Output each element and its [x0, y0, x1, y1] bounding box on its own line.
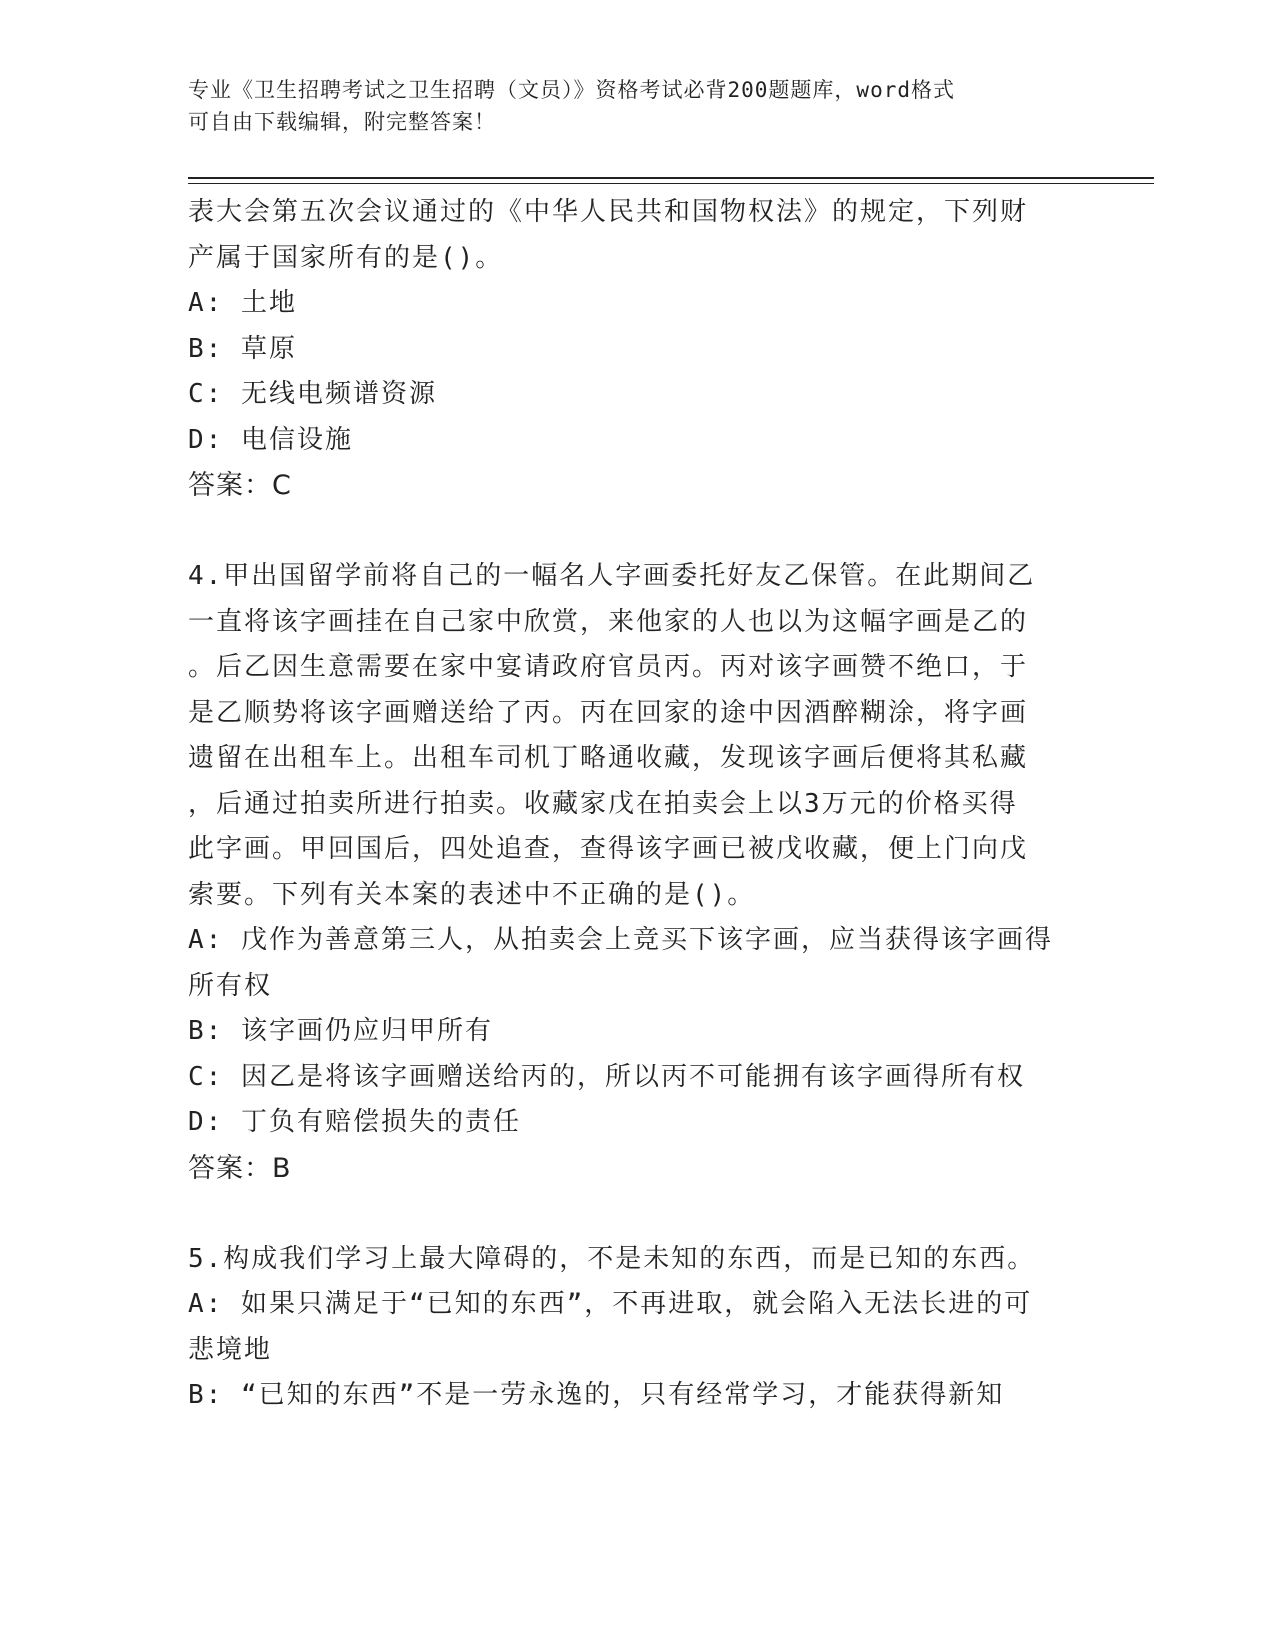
header-divider-thick: [188, 177, 1154, 179]
option-a: A: 戊作为善意第三人，从拍卖会上竞买下该字画，应当获得该字画得: [188, 925, 1053, 955]
option-b: B: 草原: [188, 333, 297, 364]
question-3: [188, 190, 1088, 509]
question-content: [188, 190, 1088, 1419]
question-stem-line: 此字画。甲回国后，四处追查，查得该字画已被戊收藏，便上门向戊: [188, 834, 1029, 864]
option-c: C: 因乙是将该字画赠送给丙的，所以丙不可能拥有该字画得所有权: [188, 1061, 1025, 1092]
question-stem-line: 遗留在出租车上。出租车司机丁略通收藏，发现该字画后便将其私藏: [188, 743, 1029, 773]
document-header: [188, 74, 1068, 138]
question-stem-line: 4.甲出国留学前将自己的一幅名人字画委托好友乙保管。在此期间乙: [188, 561, 1036, 591]
header-title-line-1: 专业《卫生招聘考试之卫生招聘（文员）》资格考试必背200题题库，word格式: [188, 78, 955, 102]
option-d: D: 电信设施: [188, 424, 353, 455]
option-c: C: 无线电频谱资源: [188, 379, 437, 409]
question-5: [188, 1237, 1088, 1419]
header-divider-thin: [188, 183, 1154, 184]
option-b: B: “已知的东西”不是一劳永逸的，只有经常学习，才能获得新知: [188, 1380, 1005, 1410]
option-d: D: 丁负有赔偿损失的责任: [188, 1107, 521, 1137]
header-title-line-2: 可自由下载编辑，附完整答案！: [188, 110, 496, 134]
spacer: [188, 509, 1088, 555]
question-stem-line: 一直将该字画挂在自己家中欣赏，来他家的人也以为这幅字画是乙的: [188, 606, 1029, 637]
answer-label: 答案：B: [188, 1152, 292, 1184]
question-stem-line: 产属于国家所有的是()。: [188, 242, 504, 273]
question-stem-line: ，后通过拍卖所进行拍卖。收藏家戊在拍卖会上以3万元的价格买得: [188, 788, 1018, 819]
option-b: B: 该字画仍应归甲所有: [188, 1016, 493, 1046]
option-a: A: 土地: [188, 288, 297, 318]
spacer: [188, 1191, 1088, 1237]
option-a-continued: 悲境地: [188, 1334, 273, 1365]
question-stem-line: 是乙顺势将该字画赠送给了丙。丙在回家的途中因酒醉糊涂，将字画: [188, 697, 1029, 728]
answer-label: 答案：C: [188, 470, 292, 501]
question-stem-line: 表大会第五次会议通过的《中华人民共和国物权法》的规定，下列财: [188, 197, 1029, 227]
question-stem-line: 索要。下列有关本案的表述中不正确的是()。: [188, 879, 756, 910]
question-stem-line: 。后乙因生意需要在家中宴请政府官员丙。丙对该字画赞不绝口，于: [188, 652, 1029, 682]
option-a-continued: 所有权: [188, 970, 273, 1001]
question-4: [188, 554, 1088, 1191]
option-a: A: 如果只满足于“已知的东西”，不再进取，就会陷入无法长进的可: [188, 1289, 1033, 1319]
question-stem-line: 5.构成我们学习上最大障碍的，不是未知的东西，而是已知的东西。: [188, 1243, 1036, 1274]
